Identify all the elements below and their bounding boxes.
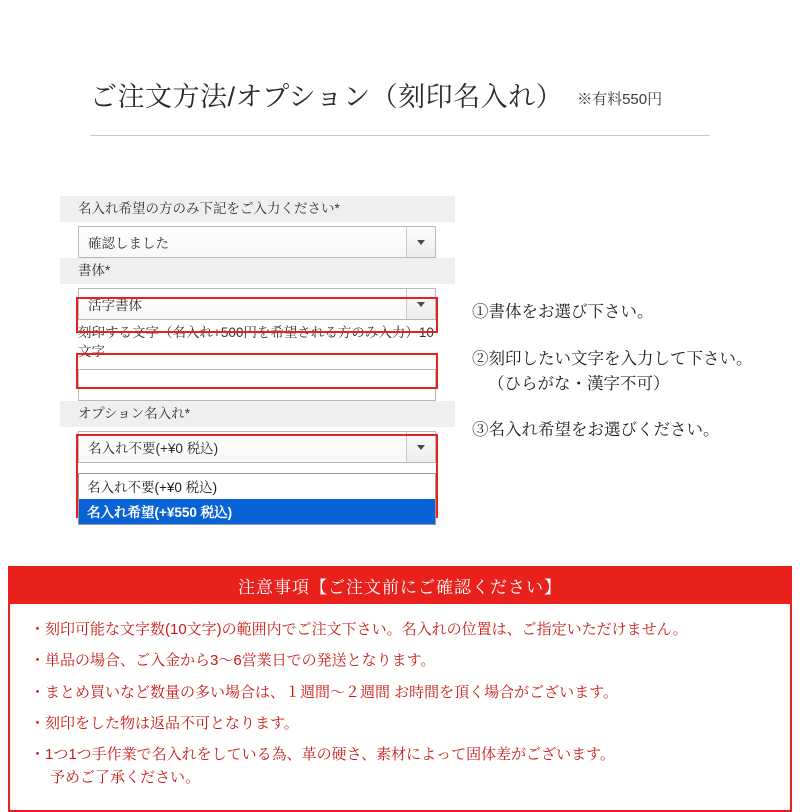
- annotation-list: [472, 300, 792, 465]
- page-header-inner: [90, 84, 662, 111]
- font-style-select-row[interactable]: [78, 288, 436, 320]
- notice-panel: [8, 566, 792, 812]
- annotation-2-text: ②刻印したい文字を入力して下さい。: [472, 349, 753, 368]
- caret-glyph: [417, 302, 425, 307]
- notice-line-1: [30, 618, 770, 641]
- engraving-option-select-row[interactable]: [78, 431, 436, 463]
- caret-glyph: [417, 240, 425, 245]
- notice-line-5-continuation: 予めご了承ください。: [50, 769, 201, 787]
- dropdown-option-no-engraving[interactable]: 名入れ不要(+¥0 税込): [87, 480, 218, 495]
- notice-line-2-text: ・単品の場合、ご入金から3～6営業日での発送となります。: [30, 652, 436, 670]
- annotation-1-text: ①書体をお選び下さい。: [472, 303, 654, 321]
- engraving-option-select-value: 名入れ不要(+¥0 税込): [88, 441, 219, 457]
- notice-body: [10, 604, 790, 810]
- annotation-3: [472, 418, 792, 443]
- notice-line-3: [30, 681, 770, 704]
- annotation-1: [472, 300, 792, 325]
- annotation-3-text: ③名入れ希望をお選びください。: [472, 421, 720, 440]
- field-label-font-style: 書体*: [60, 258, 455, 284]
- notice-line-1-text: ・刻印可能な文字数(10文字)の範囲内でご注文下さい。名入れの位置は、ご指定いただけません。: [30, 621, 688, 638]
- notice-line-3-text: ・まとめ買いなど数量の多い場合は、１週間～２週間 お時間を頂く場合がございます。: [30, 683, 618, 701]
- order-option-form: [60, 196, 455, 520]
- confirmation-select-row[interactable]: [78, 226, 436, 258]
- chevron-down-icon[interactable]: [406, 227, 435, 257]
- font-style-select-value: 活字書体: [88, 298, 142, 314]
- notice-line-5: [30, 743, 770, 790]
- header-divider: [90, 135, 710, 136]
- field-label-engraving-text: 刻印する文字（名入れ+500円を希望される方のみ入力）10文字: [60, 320, 455, 364]
- annotation-2: [472, 347, 792, 397]
- annotation-2-subtext: （ひらがな・漢字不可）: [488, 374, 670, 393]
- notice-line-2: [30, 649, 770, 672]
- notice-line-4-text: ・刻印をした物は返品不可となります。: [30, 714, 299, 732]
- page-header: [0, 0, 800, 136]
- caret-glyph: [417, 445, 425, 450]
- field-label-confirmation: 名入れ希望の方のみ下記をご入力ください*: [60, 196, 455, 222]
- notice-line-5-text: ・1つ1つ手作業で名入れをしている為、革の硬さ、素材によって固体差がございます。: [30, 746, 615, 763]
- chevron-down-icon[interactable]: [406, 289, 435, 319]
- font-style-select[interactable]: [78, 288, 436, 320]
- confirmation-select-value: 確認しました: [88, 236, 169, 252]
- engraving-option-dropdown[interactable]: [78, 473, 436, 525]
- engraving-text-input[interactable]: [78, 369, 436, 401]
- engraving-option-select[interactable]: [78, 431, 436, 463]
- dropdown-option-with-engraving[interactable]: 名入れ希望(+¥550 税込): [79, 499, 435, 524]
- chevron-down-icon[interactable]: [406, 432, 435, 462]
- confirmation-select[interactable]: [78, 226, 436, 258]
- page-title: ご注文方法/オプション（刻印名入れ）: [90, 82, 564, 112]
- notice-line-4: [30, 712, 770, 735]
- field-label-engraving-option: オプション名入れ*: [60, 401, 455, 427]
- page-title-note: ※有料550円: [577, 91, 663, 108]
- notice-title: 注意事項【ご注文前にご確認ください】: [10, 568, 790, 604]
